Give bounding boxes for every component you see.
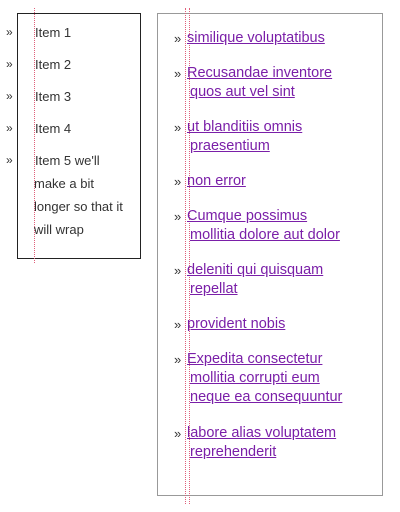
link-line: reprehenderit xyxy=(190,444,277,460)
list-link[interactable] xyxy=(187,64,377,102)
list-item-line: Item 5 we'll xyxy=(35,153,100,168)
bullet-marker: » xyxy=(174,31,182,46)
list-link[interactable] xyxy=(187,424,377,462)
bullet-marker: » xyxy=(174,120,182,135)
bullet-marker: » xyxy=(174,317,182,332)
bullet-marker: » xyxy=(6,121,13,135)
list-item-label: Item 1 xyxy=(35,25,72,40)
bullet-marker: » xyxy=(174,352,182,367)
list-link[interactable] xyxy=(187,261,377,299)
list-item-label: Item 3 xyxy=(35,89,72,104)
link-line: praesentium xyxy=(190,138,270,154)
list-item-line: will wrap xyxy=(34,222,84,237)
link-line: deleniti qui quisquam xyxy=(187,262,324,278)
bullet-marker: » xyxy=(174,426,182,441)
link-line: ut blanditiis omnis xyxy=(187,119,303,135)
link-line: labore alias voluptatem xyxy=(187,425,337,441)
bullet-marker: » xyxy=(174,263,182,278)
list-item-line: longer so that it xyxy=(34,199,123,214)
list-link[interactable] xyxy=(187,118,377,156)
list-link[interactable] xyxy=(187,29,377,48)
bullet-marker: » xyxy=(6,153,13,167)
bullet-marker: » xyxy=(174,174,182,189)
link-line: mollitia dolore aut dolor xyxy=(190,227,340,243)
link-line: Recusandae inventore xyxy=(187,65,333,81)
list-item-line: make a bit xyxy=(34,176,94,191)
list-link[interactable] xyxy=(187,172,377,191)
list-link[interactable] xyxy=(187,315,377,334)
link-line: similique voluptatibus xyxy=(187,30,325,46)
bullet-marker: » xyxy=(174,209,182,224)
bullet-marker: » xyxy=(6,89,13,103)
list-item-label: Item 4 xyxy=(35,121,72,136)
link-line: mollitia corrupti eum xyxy=(190,370,320,386)
link-line: quos aut vel sint xyxy=(190,84,295,100)
list-item-label: Item 2 xyxy=(35,57,72,72)
link-line: provident nobis xyxy=(187,316,286,332)
link-line: Cumque possimus xyxy=(187,208,308,224)
bullet-marker: » xyxy=(6,25,13,39)
link-line: neque ea consequuntur xyxy=(190,389,343,405)
link-line: repellat xyxy=(190,281,238,297)
bullet-marker: » xyxy=(174,66,182,81)
list-link[interactable] xyxy=(187,350,377,407)
link-line: non error xyxy=(187,173,246,189)
list-link[interactable] xyxy=(187,207,377,245)
bullet-marker: » xyxy=(6,57,13,71)
link-line: Expedita consectetur xyxy=(187,351,323,367)
